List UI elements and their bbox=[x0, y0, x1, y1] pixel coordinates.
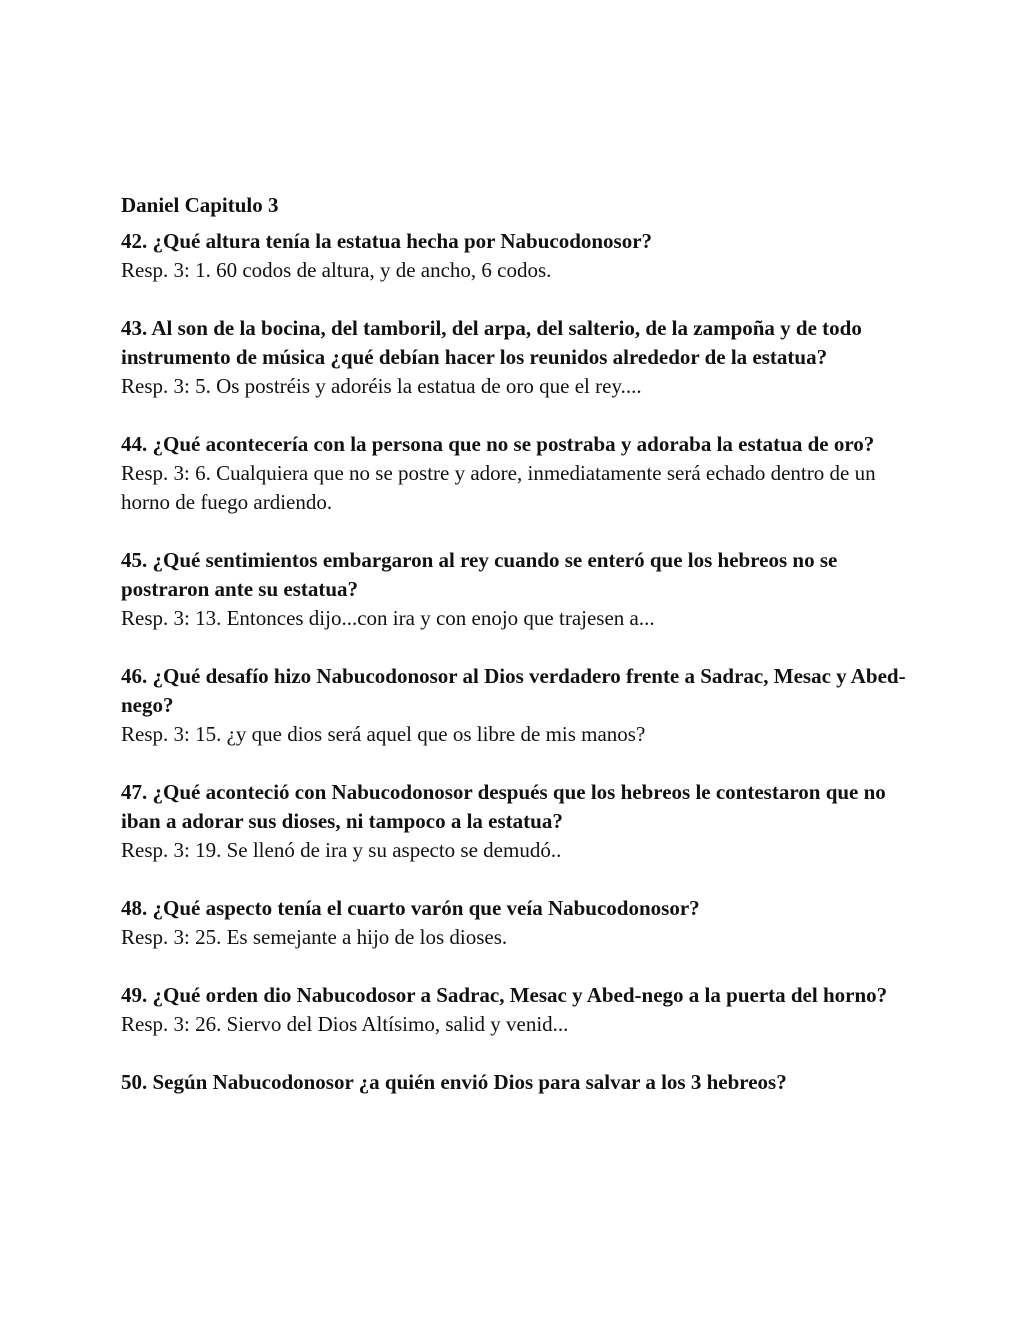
qa-item-49 bbox=[121, 981, 921, 1039]
qa-item-46 bbox=[121, 662, 921, 749]
question-42: 42. ¿Qué altura tenía la estatua hecha por Nabucodonosor? bbox=[121, 229, 653, 253]
question-43: 43. Al son de la bocina, del tamboril, del arpa, del salterio, de la zampoña y de todo instrumento de música ¿qué debían hacer los reunidos alrededor de la estatua? bbox=[121, 316, 862, 369]
question-48: 48. ¿Qué aspecto tenía el cuarto varón que veía Nabucodonosor? bbox=[121, 896, 700, 920]
qa-item-45 bbox=[121, 546, 921, 633]
answer-48: Resp. 3: 25. Es semejante a hijo de los dioses. bbox=[121, 925, 508, 949]
question-50: 50. Según Nabucodonosor ¿a quién envió Dios para salvar a los 3 hebreos? bbox=[121, 1070, 787, 1094]
qa-item-47 bbox=[121, 778, 921, 865]
question-45: 45. ¿Qué sentimientos embargaron al rey cuando se enteró que los hebreos no se postraron ante su estatua? bbox=[121, 548, 838, 601]
document-page bbox=[121, 191, 921, 1126]
answer-42: Resp. 3: 1. 60 codos de altura, y de ancho, 6 codos. bbox=[121, 258, 552, 282]
qa-item-44 bbox=[121, 430, 921, 517]
document-title: Daniel Capitulo 3 bbox=[121, 193, 279, 217]
answer-45: Resp. 3: 13. Entonces dijo...con ira y con enojo que trajesen a... bbox=[121, 606, 655, 630]
answer-47: Resp. 3: 19. Se llenó de ira y su aspecto se demudó.. bbox=[121, 838, 562, 862]
question-44: 44. ¿Qué acontecería con la persona que no se postraba y adoraba la estatua de oro? bbox=[121, 432, 875, 456]
answer-46: Resp. 3: 15. ¿y que dios será aquel que os libre de mis manos? bbox=[121, 722, 646, 746]
question-47: 47. ¿Qué aconteció con Nabucodonosor después que los hebreos le contestaron que no iban a adorar sus dioses, ni tampoco a la estatua? bbox=[121, 780, 886, 833]
qa-item-48 bbox=[121, 894, 921, 952]
answer-43: Resp. 3: 5. Os postréis y adoréis la estatua de oro que el rey.... bbox=[121, 374, 642, 398]
question-49: 49. ¿Qué orden dio Nabucodosor a Sadrac, Mesac y Abed-nego a la puerta del horno? bbox=[121, 983, 888, 1007]
answer-49: Resp. 3: 26. Siervo del Dios Altísimo, salid y venid... bbox=[121, 1012, 569, 1036]
qa-item-50 bbox=[121, 1068, 921, 1097]
answer-44: Resp. 3: 6. Cualquiera que no se postre y adore, inmediatamente será echado dentro de un horno de fuego ardiendo. bbox=[121, 461, 876, 514]
qa-item-43 bbox=[121, 314, 921, 401]
qa-item-42 bbox=[121, 227, 921, 285]
question-46: 46. ¿Qué desafío hizo Nabucodonosor al Dios verdadero frente a Sadrac, Mesac y Abed-nego? bbox=[121, 664, 906, 717]
